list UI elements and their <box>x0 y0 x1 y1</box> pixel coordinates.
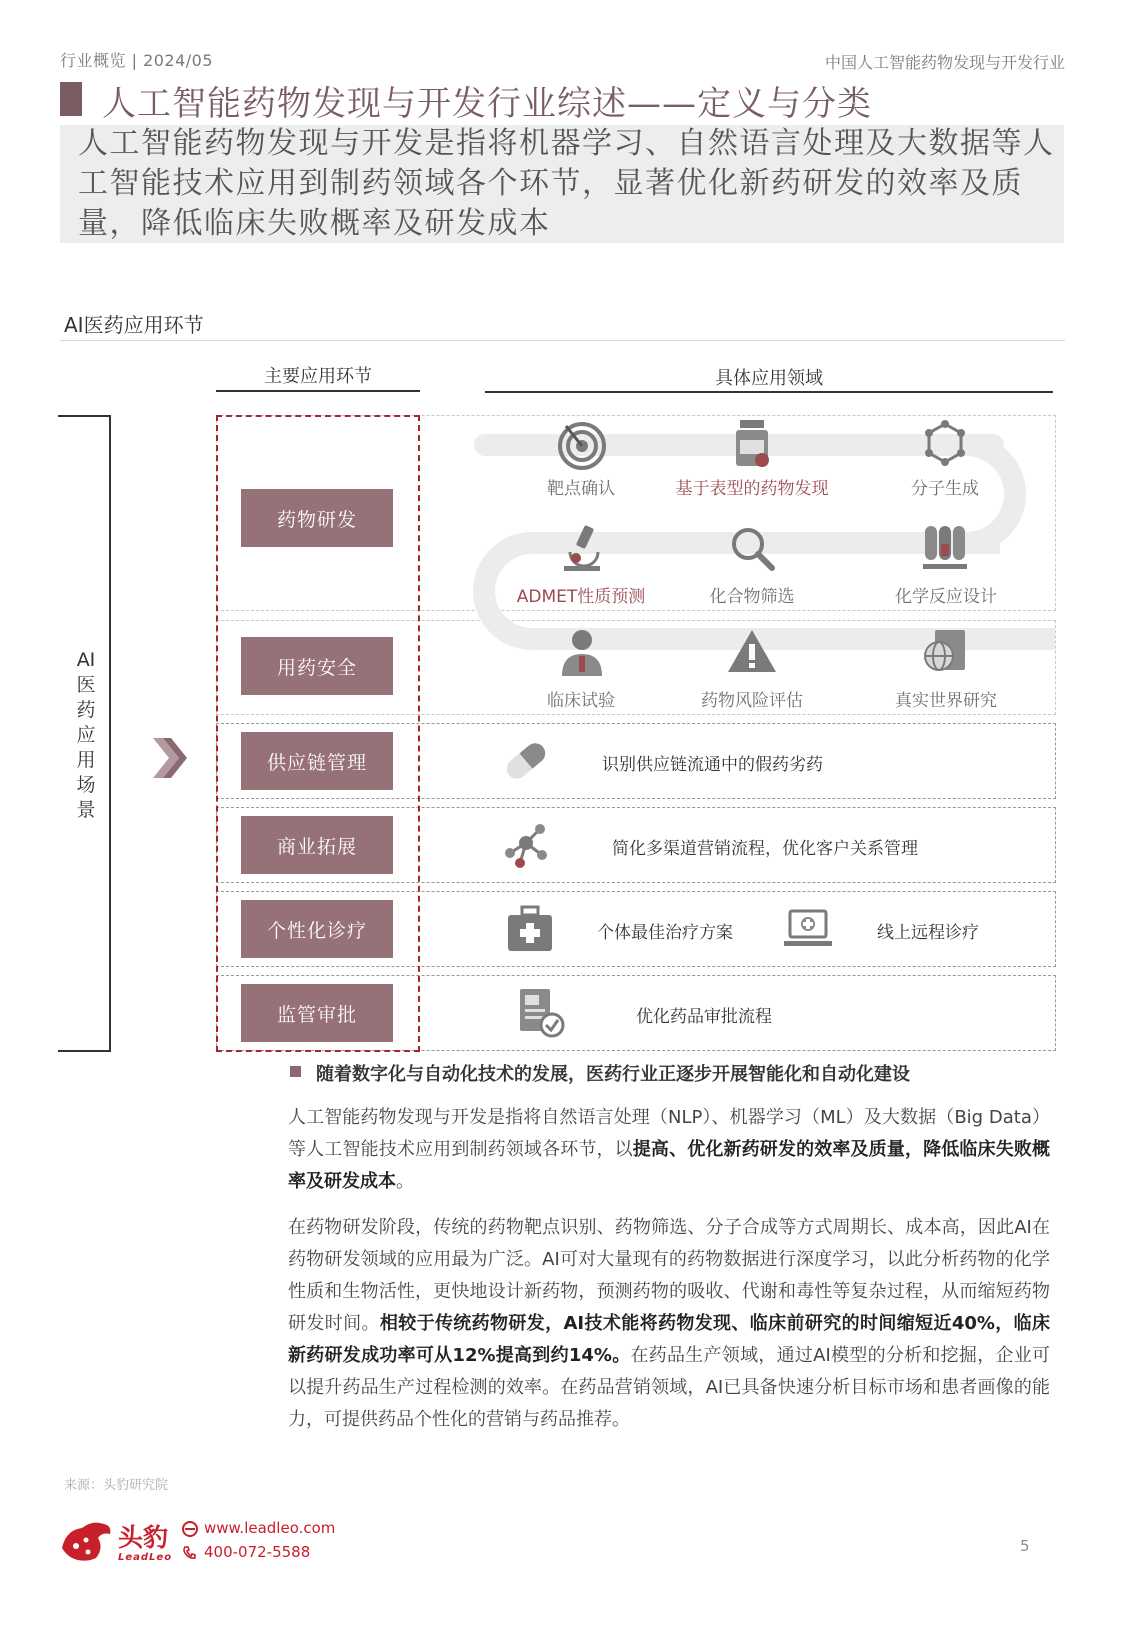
page-subtitle: 人工智能药物发现与开发是指将机器学习、自然语言处理及大数据等人工智能技术应用到制药领域各个环节，显著优化新药研发的效率及质量，降低临床失败概率及研发成本 <box>78 126 1055 241</box>
report-category-date: 行业概览 | 2024/05 <box>60 51 214 70</box>
business-description: 简化多渠道营销流程，优化客户关系管理 <box>612 839 918 859</box>
molecule-icon <box>919 418 971 470</box>
column-header-specific-rule <box>485 391 1053 393</box>
stage-supply-chain: 供应链管理 <box>241 732 393 790</box>
app-admet-prediction: ADMET性质预测 <box>516 587 646 607</box>
road-segment-3 <box>530 628 1055 650</box>
brand-logo-subtext: LeadLeo <box>118 1552 173 1563</box>
app-molecule-generation: 分子生成 <box>911 479 979 499</box>
section-label: AI医药应用环节 <box>64 313 204 337</box>
network-icon <box>500 819 552 871</box>
paragraph-rd-stage: 在药物研发阶段，传统的药物靶点识别、药物筛选、分子合成等方式周期长、成本高，因此AI在药物研发领域的应用最为广泛。AI可对大量现有的药物数据进行深度学习，以此分析药物的化学性质和生物活性，更快地设计新药物，预测药物的吸收、代谢和毒性等复杂过程，从而缩短药物研发时间。相较于传统药物研发，AI技术能将药物发现、临床前研究的时间缩短近40%，临床新药研发成功率可从12%提高到约14%。在药品生产领域，通过AI模型的分析和挖掘，企业可以提升药品生产过程检测的效率。在药品营销领域，AI已具备快速分析目标市场和患者画像的能力，可提供药品个性化的营销与药品推荐。 <box>288 1217 1051 1430</box>
microscope-icon <box>556 522 608 574</box>
test-tubes-icon <box>919 522 971 574</box>
document-check-icon <box>514 987 566 1039</box>
magnifier-icon <box>726 522 778 574</box>
target-icon <box>556 418 608 470</box>
online-telemedicine: 线上远程诊疗 <box>877 923 979 943</box>
doctor-icon <box>556 626 608 678</box>
capsule-icon <box>500 735 552 787</box>
report-name: 中国人工智能药物发现与开发行业 <box>824 53 1065 72</box>
stage-business: 商业拓展 <box>241 816 393 874</box>
column-header-main-rule <box>216 390 420 392</box>
stage-drug-safety: 用药安全 <box>241 637 393 695</box>
chevron-right-icon <box>153 738 189 778</box>
app-drug-risk-assessment: 药物风险评估 <box>701 691 803 711</box>
pill-bottle-icon <box>726 418 778 470</box>
vertical-scene-label: AI医药应用场景 <box>76 649 96 821</box>
source-note: 来源：头豹研究院 <box>64 1478 169 1493</box>
stage-personalized: 个性化诊疗 <box>241 900 393 958</box>
app-target-identification: 靶点确认 <box>547 479 615 499</box>
telemedicine-laptop-icon <box>782 903 834 955</box>
website-link[interactable]: www.leadleo.com <box>204 1519 336 1537</box>
stage-regulatory: 监管审批 <box>241 984 393 1042</box>
globe-book-icon <box>919 626 971 678</box>
title-marker <box>60 82 82 116</box>
stage-drug-rd: 药物研发 <box>241 489 393 547</box>
column-header-specific: 具体应用领域 <box>715 368 823 389</box>
medical-kit-icon <box>504 903 556 955</box>
web-icon <box>182 1521 198 1537</box>
page-number: 5 <box>1020 1537 1030 1555</box>
page-title: 人工智能药物发现与开发行业综述——定义与分类 <box>102 84 872 124</box>
supply-chain-description: 识别供应链流通中的假药劣药 <box>602 755 823 775</box>
app-clinical-trial: 临床试验 <box>547 691 615 711</box>
leopard-logo-icon <box>58 1518 114 1564</box>
phone-icon <box>182 1545 198 1561</box>
bullet-heading: 随着数字化与自动化技术的发展，医药行业正逐步开展智能化和自动化建设 <box>316 1064 910 1085</box>
brand-logo-text: 头豹 <box>118 1523 169 1552</box>
app-compound-screening: 化合物筛选 <box>709 587 795 607</box>
app-real-world-study: 真实世界研究 <box>895 691 997 711</box>
paragraph-definition: 人工智能药物发现与开发是指将自然语言处理（NLP）、机器学习（ML）及大数据（Big Data）等人工智能技术应用到制药领域各环节，以提高、优化新药研发的效率及质量，降低临床失败概率及研发成本。 <box>288 1107 1050 1192</box>
column-header-main: 主要应用环节 <box>264 366 372 387</box>
personalized-treatment: 个体最佳治疗方案 <box>597 923 733 943</box>
regulatory-description: 优化药品审批流程 <box>636 1007 772 1027</box>
phone-number: 400-072-5588 <box>204 1543 311 1561</box>
app-phenotypic-discovery: 基于表型的药物发现 <box>675 479 829 499</box>
app-reaction-design: 化学反应设计 <box>895 587 997 607</box>
section-divider <box>60 340 1065 341</box>
bullet-marker <box>290 1066 301 1077</box>
warning-icon <box>726 626 778 678</box>
